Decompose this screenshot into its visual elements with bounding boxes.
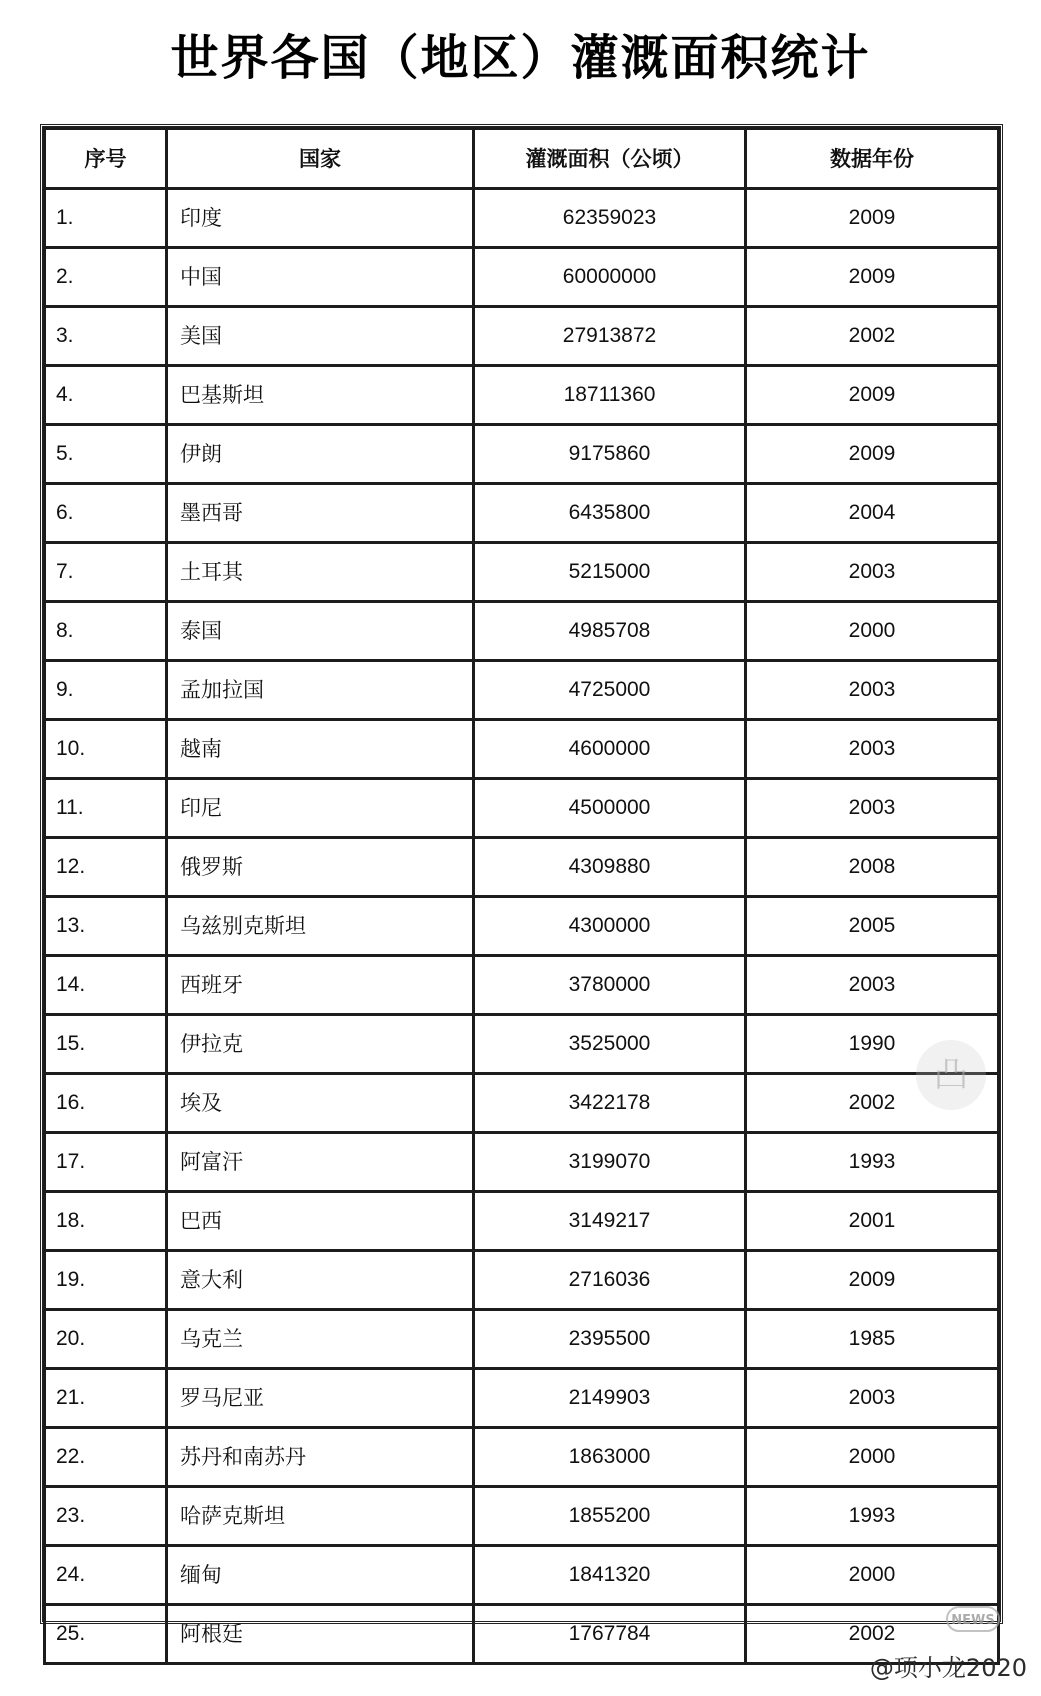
row-index: 14. [45,956,167,1015]
row-area: 4300000 [474,897,746,956]
row-country: 埃及 [167,1074,474,1133]
row-area: 1863000 [474,1428,746,1487]
table-row [45,661,999,720]
row-year: 2003 [746,1369,999,1428]
row-country: 俄罗斯 [167,838,474,897]
row-year: 2003 [746,543,999,602]
row-area: 1841320 [474,1546,746,1605]
row-index: 10. [45,720,167,779]
row-index: 3. [45,307,167,366]
row-year: 2009 [746,189,999,248]
row-area: 5215000 [474,543,746,602]
row-area: 9175860 [474,425,746,484]
row-year: 2000 [746,602,999,661]
row-index: 22. [45,1428,167,1487]
row-year: 2000 [746,1428,999,1487]
row-country: 印度 [167,189,474,248]
header-index: 序号 [45,129,167,189]
row-year: 1993 [746,1487,999,1546]
author-credit: @项小龙2020 [869,1654,1027,1682]
row-year: 2009 [746,248,999,307]
row-area: 4600000 [474,720,746,779]
row-year: 1985 [746,1310,999,1369]
row-index: 16. [45,1074,167,1133]
table-row [45,189,999,248]
table-header-row [45,129,999,189]
row-year: 2009 [746,366,999,425]
page-title: 世界各国（地区）灌溉面积统计 [170,30,871,86]
row-year: 2005 [746,897,999,956]
row-index: 20. [45,1310,167,1369]
row-year: 2008 [746,838,999,897]
row-index: 15. [45,1015,167,1074]
table-row [45,720,999,779]
row-country: 苏丹和南苏丹 [167,1428,474,1487]
row-index: 1. [45,189,167,248]
row-country: 阿根廷 [167,1605,474,1664]
row-area: 62359023 [474,189,746,248]
row-country: 越南 [167,720,474,779]
row-index: 9. [45,661,167,720]
row-area: 3422178 [474,1074,746,1133]
row-country: 土耳其 [167,543,474,602]
table-row [45,307,999,366]
row-area: 1767784 [474,1605,746,1664]
header-area: 灌溉面积（公顷） [474,129,746,189]
table-row [45,1428,999,1487]
table-row [45,1133,999,1192]
table-row [45,1487,999,1546]
table-row [45,897,999,956]
row-area: 4985708 [474,602,746,661]
table-row [45,779,999,838]
row-index: 25. [45,1605,167,1664]
table-row [45,1546,999,1605]
row-country: 意大利 [167,1251,474,1310]
row-area: 4725000 [474,661,746,720]
row-year: 1993 [746,1133,999,1192]
row-index: 21. [45,1369,167,1428]
row-index: 8. [45,602,167,661]
row-country: 阿富汗 [167,1133,474,1192]
table-row [45,1074,999,1133]
row-area: 3525000 [474,1015,746,1074]
header-year: 数据年份 [746,129,999,189]
row-year: 2003 [746,779,999,838]
table-row [45,366,999,425]
table-row [45,1310,999,1369]
row-index: 13. [45,897,167,956]
table-row [45,484,999,543]
row-year: 2003 [746,661,999,720]
table-row [45,248,999,307]
row-index: 17. [45,1133,167,1192]
row-index: 2. [45,248,167,307]
row-country: 罗马尼亚 [167,1369,474,1428]
table-body [45,189,999,1664]
row-index: 6. [45,484,167,543]
row-year: 1990 [746,1015,999,1074]
row-area: 3199070 [474,1133,746,1192]
table-row [45,1015,999,1074]
row-country: 乌兹别克斯坦 [167,897,474,956]
row-area: 2716036 [474,1251,746,1310]
row-year: 2002 [746,1605,999,1664]
header-country: 国家 [167,129,474,189]
table-row [45,425,999,484]
row-country: 美国 [167,307,474,366]
row-index: 11. [45,779,167,838]
table-row [45,543,999,602]
watermark-circle-icon: 凸 [916,1040,986,1110]
table-row [45,1605,999,1664]
row-country: 巴基斯坦 [167,366,474,425]
row-index: 4. [45,366,167,425]
row-index: 18. [45,1192,167,1251]
row-year: 2000 [746,1546,999,1605]
row-area: 60000000 [474,248,746,307]
table-row [45,838,999,897]
row-area: 3780000 [474,956,746,1015]
row-country: 缅甸 [167,1546,474,1605]
row-country: 乌克兰 [167,1310,474,1369]
row-area: 4309880 [474,838,746,897]
row-country: 墨西哥 [167,484,474,543]
row-area: 2149903 [474,1369,746,1428]
row-year: 2009 [746,425,999,484]
row-country: 中国 [167,248,474,307]
row-country: 哈萨克斯坦 [167,1487,474,1546]
row-index: 7. [45,543,167,602]
table-row [45,1369,999,1428]
row-country: 伊朗 [167,425,474,484]
row-index: 5. [45,425,167,484]
row-country: 印尼 [167,779,474,838]
irrigation-table [43,127,1000,1665]
row-index: 19. [45,1251,167,1310]
row-year: 2002 [746,307,999,366]
watermark-logo-icon: NEWS [946,1606,1000,1632]
row-year: 2004 [746,484,999,543]
table-row [45,1251,999,1310]
table-row [45,956,999,1015]
row-area: 2395500 [474,1310,746,1369]
row-area: 27913872 [474,307,746,366]
row-country: 巴西 [167,1192,474,1251]
row-country: 泰国 [167,602,474,661]
row-index: 24. [45,1546,167,1605]
row-year: 2003 [746,956,999,1015]
table-row [45,602,999,661]
row-country: 西班牙 [167,956,474,1015]
row-year: 2003 [746,720,999,779]
row-area: 6435800 [474,484,746,543]
row-area: 18711360 [474,366,746,425]
row-index: 23. [45,1487,167,1546]
row-year: 2001 [746,1192,999,1251]
row-index: 12. [45,838,167,897]
irrigation-table-container [40,124,1003,1646]
row-country: 孟加拉国 [167,661,474,720]
row-area: 3149217 [474,1192,746,1251]
row-area: 1855200 [474,1487,746,1546]
row-year: 2002 [746,1074,999,1133]
row-area: 4500000 [474,779,746,838]
row-year: 2009 [746,1251,999,1310]
row-country: 伊拉克 [167,1015,474,1074]
table-row [45,1192,999,1251]
